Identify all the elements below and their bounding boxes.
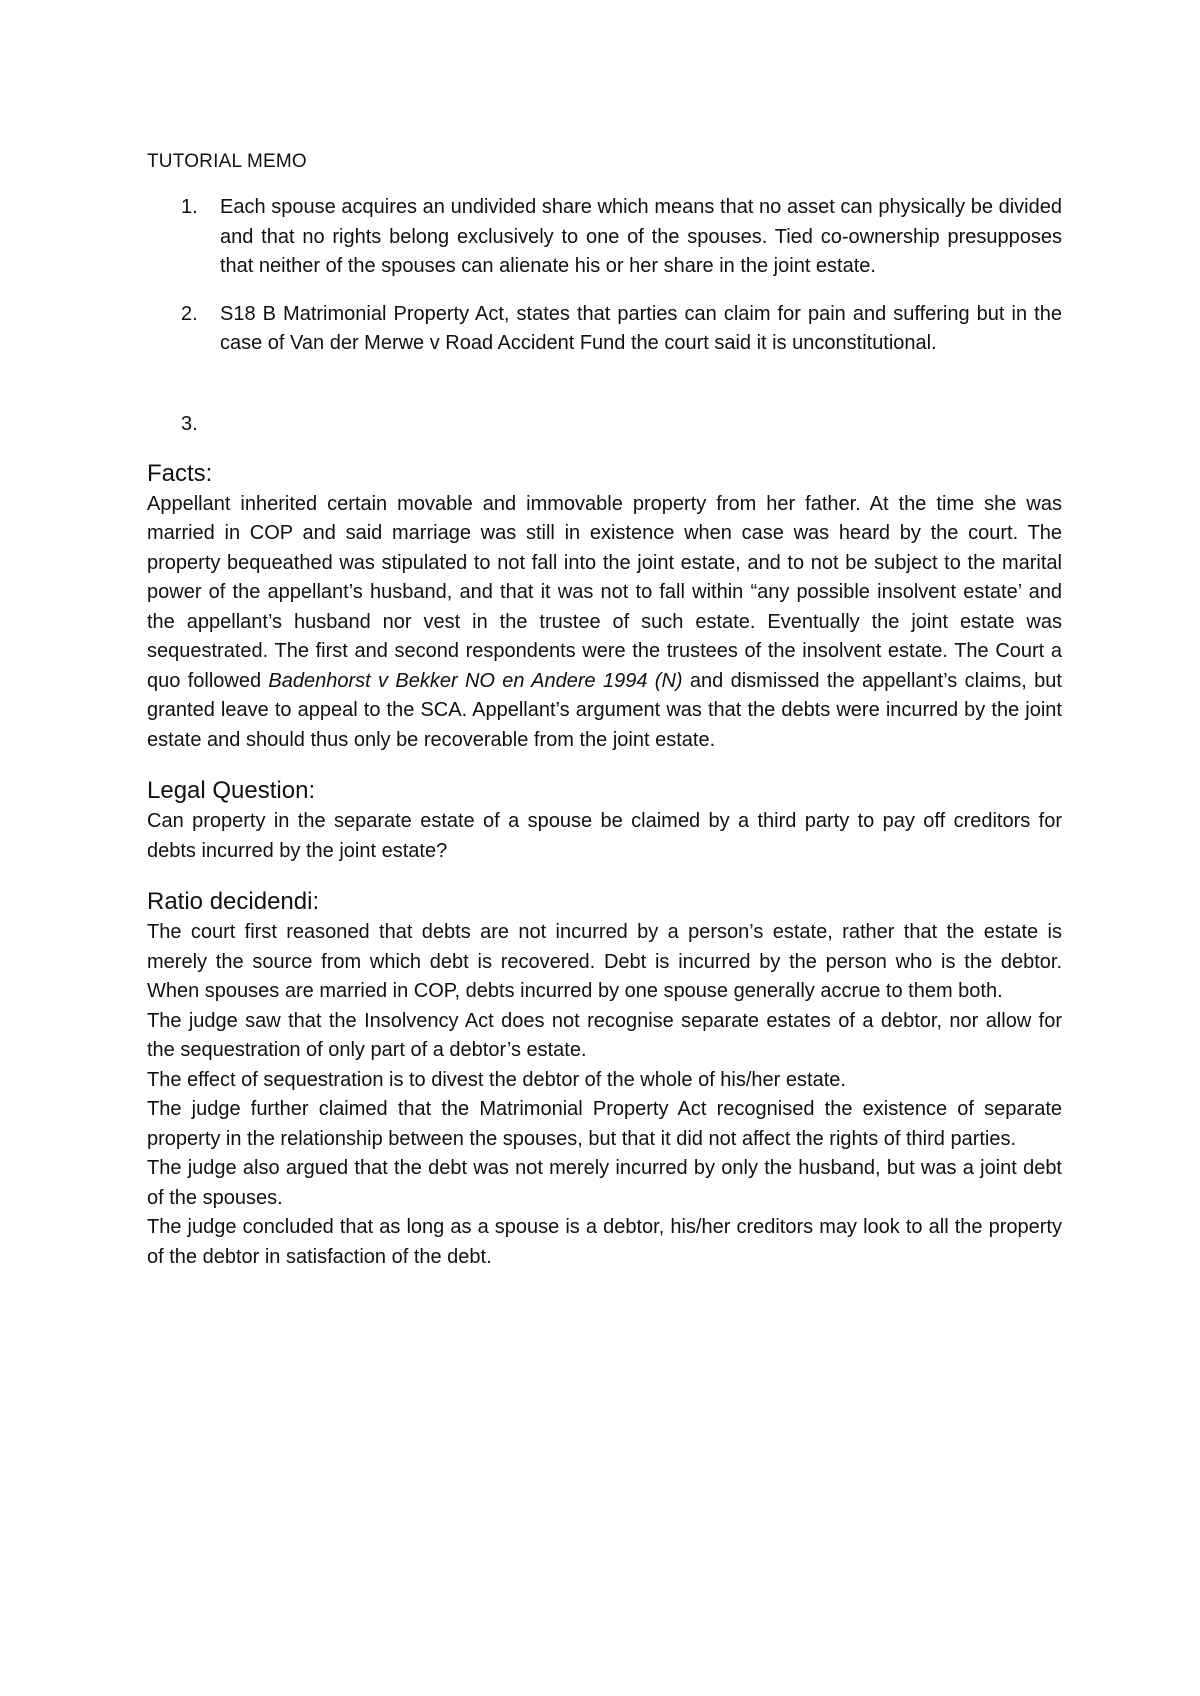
answer-list xyxy=(147,193,1062,440)
facts-paragraph xyxy=(147,490,1062,756)
facts-text-before-case: Appellant inherited certain movable and immovable property from her father. At the time she was married in COP and said marriage was still in existence when case was heard by the court. The property bequeathed was stipulated to not fall into the joint estate, and to not be subject to the marital power of the appellant’s husband, and that it was not to fall within “any possible insolvent estate’ and the appellant’s husband nor vest in the trustee of such estate. Eventually the joint estate was sequestrated. The first and second respondents were the trustees of the insolvent estate. The Court a quo followed xyxy=(147,492,1062,692)
ratio-paragraph: The judge further claimed that the Matrimonial Property Act recognised the existence of separate property in the relationship between the spouses, but that it did not affect the rights of third parties. xyxy=(147,1098,1062,1150)
legal-question-heading: Legal Question: xyxy=(147,777,316,804)
memo-title: TUTORIAL MEMO xyxy=(147,151,307,172)
answer-number: 2. xyxy=(181,302,198,325)
facts-text-after-case: and dismissed the appellant’s claims, but granted leave to appeal to the SCA. Appellant’s argument was that the debts were incurred by the joint estate and should thus only be recoverable from the joint estate. xyxy=(147,669,1062,751)
answer-number: 1. xyxy=(181,196,198,218)
case-citation: Badenhorst v Bekker NO en Andere 1994 (N) xyxy=(268,669,683,692)
ratio-heading: Ratio decidendi: xyxy=(147,888,320,915)
answer-item-1 xyxy=(147,193,1062,282)
facts-heading: Facts: xyxy=(147,459,213,487)
ratio-paragraph: The court first reasoned that debts are not incurred by a person’s estate, rather that the estate is merely the source from which debt is recovered. Debt is incurred by the person who is the debtor. When spouses are married in COP, debts incurred by one spouse generally accrue to them both. xyxy=(147,921,1062,1002)
answer-text: Each spouse acquires an undivided share which means that no asset can physically be divided and that no rights belong exclusively to one of the spouses. Tied co-ownership presupposes that neither of the spouses can alienate his or her share in the joint estate. xyxy=(220,196,1062,277)
answer-number: 3. xyxy=(181,412,198,435)
answer-text: S18 B Matrimonial Property Act, states that parties can claim for pain and suffering but in the case of Van der Merwe v Road Accident Fund the court said it is unconstitutional. xyxy=(220,302,1062,354)
answer-item-3 xyxy=(147,410,1062,440)
legal-question-text: Can property in the separate estate of a spouse be claimed by a third party to pay off creditors for debts incurred by the joint estate? xyxy=(147,810,1062,862)
ratio-paragraph: The judge saw that the Insolvency Act does not recognise separate estates of a debtor, nor allow for the sequestration of only part of a debtor’s estate. xyxy=(147,1009,1062,1061)
document-page xyxy=(147,148,1062,1272)
ratio-paragraph: The judge also argued that the debt was not merely incurred by only the husband, but was a joint debt of the spouses. xyxy=(147,1157,1062,1209)
ratio-paragraph: The effect of sequestration is to divest the debtor of the whole of his/her estate. xyxy=(147,1068,846,1091)
answer-item-2 xyxy=(147,300,1062,359)
ratio-paragraph: The judge concluded that as long as a spouse is a debtor, his/her creditors may look to all the property of the debtor in satisfaction of the debt. xyxy=(147,1216,1062,1268)
